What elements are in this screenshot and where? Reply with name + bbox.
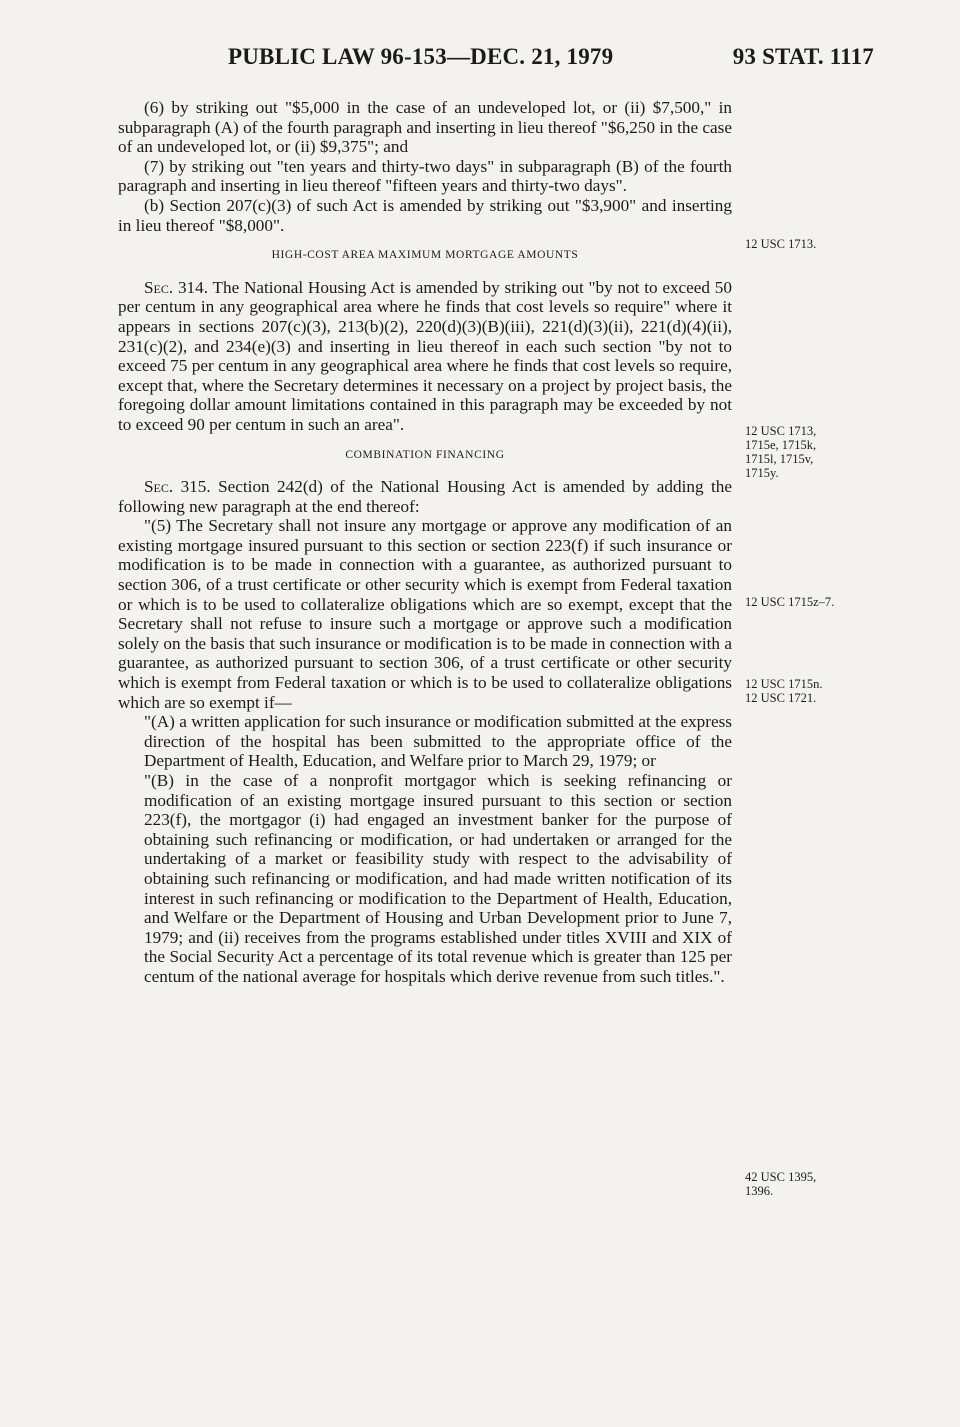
statute-page-number: 93 STAT. 1117 (732, 44, 874, 69)
section-315 (118, 477, 732, 516)
section-heading-high-cost: HIGH-COST AREA MAXIMUM MORTGAGE AMOUNTS (271, 249, 579, 262)
margin-note-sec314: 12 USC 1713, 1715e, 1715k, 1715l, 1715v, 1715y. (745, 424, 817, 480)
section-315-label: Sec. 315. (144, 477, 211, 497)
section-315-text: Section 242(d) of the National Housing Act is amended by adding the following new paragraph at the end thereof: (118, 477, 732, 516)
section-314-text: The National Housing Act is amended by striking out "by not to exceed 50 per centum in any geographical area where he finds that cost levels so require" where it appears in sections 207(c)(3), 213(b)(2), 220(d)(3)(B)(iii), 221(d)(3)(ii), 221(d)(4)(ii), 231(c)(2), and 234(e)(3) and inserting in lieu thereof in each such section "by not to exceed 75 per centum in any geographical area where he finds that cost levels so require, except that, where the Secretary determines it necessary on a project by project basis, the foregoing dollar amount limitations contained in this paragraph may be exceeded by not to exceed 90 per centum in such an area". (118, 277, 732, 434)
subparagraph-b: "(B) in the case of a nonprofit mortgagor which is seeking refinancing or modification of an existing mortgage insured pursuant to this section or section 223(f), the mortgagor (i) had engaged an investment banker for the purpose of obtaining such refinancing or modification, or had undertaken or arranged for the undertaking of a market or feasibility study with respect to the advisability of obtaining such refinancing or modification, and had made written notification of its interest in such refinancing or modification to the Department of Health, Education, and Welfare or the Department of Housing and Urban Development prior to June 7, 1979; and (ii) receives from the programs established under titles XVIII and XIX of the Social Security Act a percentage of its total revenue which is greater than 125 per centum of the national average for hospitals which derive revenue from such titles.". (144, 771, 732, 986)
law-title: PUBLIC LAW 96-153—DEC. 21, 1979 (228, 44, 614, 69)
paragraph-5: "(5) The Secretary shall not insure any mortgage or approve any modification of an existing mortgage insured pursuant to this section or section 223(f) if such insurance or modification is to be made in connection with a guarantee, as authorized pursuant to section 306, of a trust certificate or other security which is exempt from Federal taxation or which is to be used to collateralize obligations which are so exempt, except that the Secretary shall not refuse to insure such a mortgage or approve such a modification solely on the basis that such insurance or modification is to be made in connection with a guarantee, as authorized pursuant to section 306, of a trust certificate or other security which is exempt from Federal taxation or which is to be used to collateralize obligations which are so exempt if— (118, 516, 732, 712)
section-314-label: Sec. 314. (144, 277, 209, 297)
margin-note-1713: 12 USC 1713. (745, 237, 817, 251)
paragraph-b: (b) Section 207(c)(3) of such Act is amended by striking out "$3,900" and inserting in lieu thereof "$8,000". (118, 195, 732, 235)
subparagraph-a: "(A) a written application for such insurance or modification submitted at the express direction of the hospital has been submitted to the appropriate office of the Department of Health, Education, and Welfare prior to March 29, 1979; or (144, 712, 732, 771)
running-header (0, 44, 960, 78)
section-heading-combination: COMBINATION FINANCING (345, 448, 505, 461)
margin-note-1715n: 12 USC 1715n. 12 USC 1721. (745, 677, 823, 705)
body-text (118, 98, 732, 987)
margin-note-1715z: 12 USC 1715z–7. (745, 595, 835, 609)
section-314 (118, 278, 732, 435)
margin-note-1395: 42 USC 1395, 1396. (745, 1170, 817, 1198)
paragraph-7: (7) by striking out "ten years and thirty-two days" in subparagraph (B) of the fourth paragraph and inserting in lieu thereof "fifteen years and thirty-two days". (118, 156, 732, 196)
paragraph-6: (6) by striking out "$5,000 in the case of an undeveloped lot, or (ii) $7,500," in subparagraph (A) of the fourth paragraph and inserting in lieu thereof "$6,250 in the case of an undeveloped lot, or (ii) $9,375"; and (118, 98, 732, 157)
